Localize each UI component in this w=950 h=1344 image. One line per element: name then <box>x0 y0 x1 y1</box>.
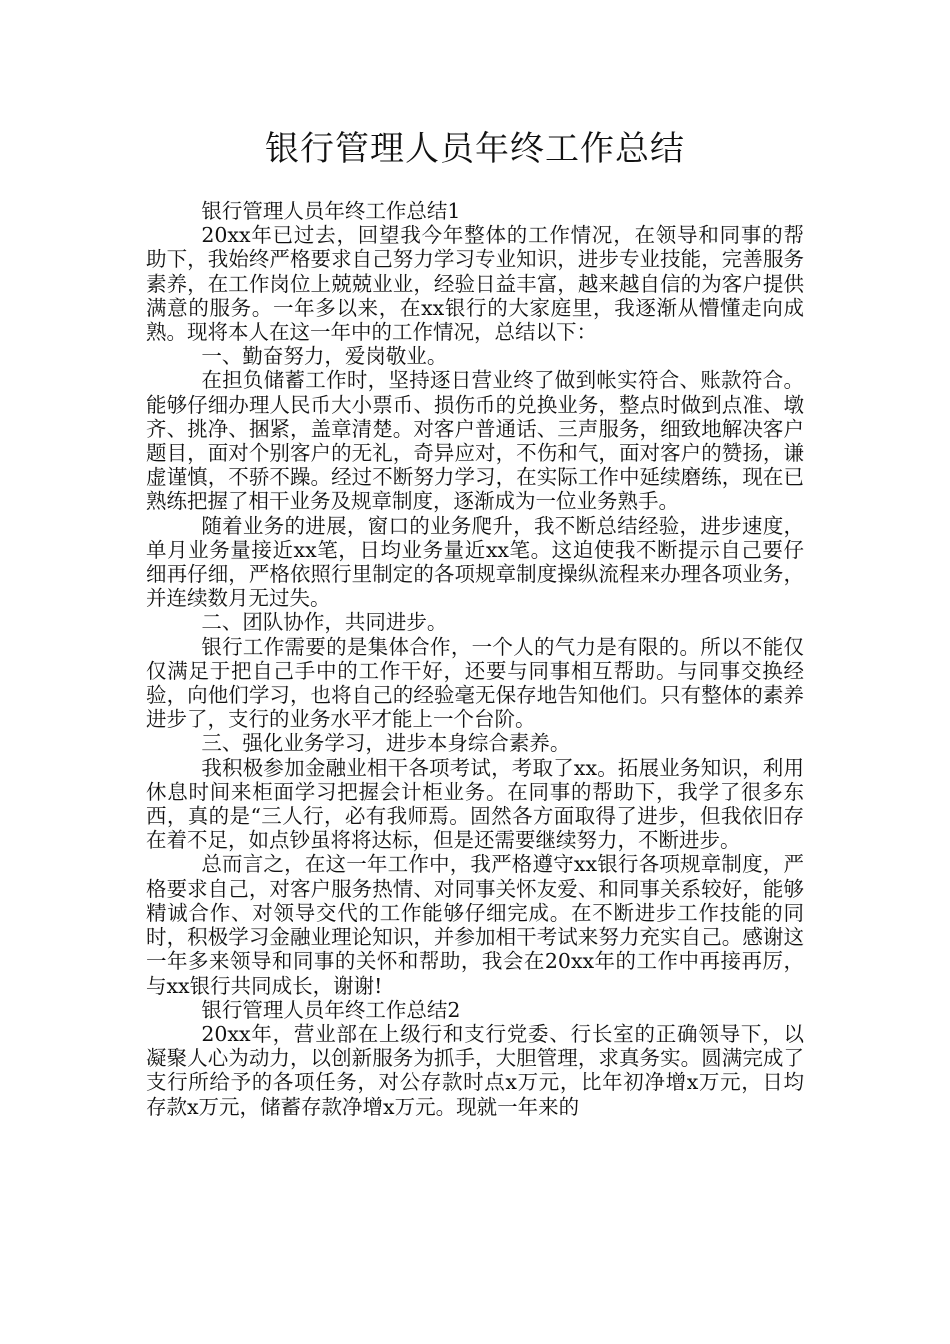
subheading: 一、勤奋努力，爱岗敬业。 <box>201 344 448 369</box>
document-title: 银行管理人员年终工作总结 <box>265 129 685 169</box>
paragraph: 在担负储蓄工作时，坚持逐日营业终了做到帐实符合、账款符合。能够仔细办理人民币大小票币、损伤币的兑换业务，整点时做到点准、墩齐、挑净、捆紧，盖章清楚。对客户普通话、三声服务，细致地解决客户题目，面对个别客户的无礼，奇异应对，不伤和气，面对客户的赞扬，谦虚谨慎，不骄不躁。经过不断努力学习，在实际工作中延续磨练，现在已熟练把握了相干业务及规章制度，逐渐成为一位业务熟手。 <box>146 368 804 514</box>
paragraph: 20xx年已过去，回望我今年整体的工作情况，在领导和同事的帮助下，我始终严格要求自己努力学习专业知识，进步专业技能，完善服务素养，在工作岗位上兢兢业业，经验日益丰富，越来越自信的为客户提供满意的服务。一年多以来，在xx银行的大家庭里，我逐渐从懵懂走向成熟。现将本人在这一年中的工作情况，总结以下： <box>146 223 804 345</box>
section-heading-2: 银行管理人员年终工作总结2 <box>201 997 461 1022</box>
section-heading-1: 银行管理人员年终工作总结1 <box>201 199 461 223</box>
paragraph: 随着业务的进展，窗口的业务爬升，我不断总结经验，进步速度，单月业务量接近xx笔，日均业务量近xx笔。这迫使我不断提示自己要仔细再仔细，严格依照行里制定的各项规章制度操纵流程来办理各项业务，并连续数月无过失。 <box>146 513 804 611</box>
subheading: 三、强化业务学习，进步本身综合素养。 <box>201 731 571 756</box>
paragraph: 我积极参加金融业相干各项考试，考取了xx。拓展业务知识，利用休息时间来柜面学习把握会计柜业务。在同事的帮助下，我学了很多东西，真的是“三人行，必有我师焉。固然各方面取得了进步，但我依旧存在着不足，如点钞虽将将达标，但是还需要继续努力，不断进步。 <box>146 755 804 853</box>
paragraph: 20xx年，营业部在上级行和支行党委、行长室的正确领导下，以凝聚人心为动力，以创新服务为抓手，大胆管理，求真务实。圆满完成了支行所给予的各项任务，对公存款时点x万元，比年初净增x万元，日均存款x万元，储蓄存款净增x万元。现就一年来的 <box>146 1021 804 1119</box>
paragraph: 银行工作需要的是集体合作，一个人的气力是有限的。所以不能仅仅满足于把自己手中的工作干好，还要与同事相互帮助。与同事交换经验，向他们学习，也将自己的经验毫无保存地告知他们。只有整体的素养进步了，支行的业务水平才能上一个台阶。 <box>146 634 804 732</box>
paragraph: 总而言之，在这一年工作中，我严格遵守xx银行各项规章制度，严格要求自己，对客户服务热情、对同事关怀友爱、和同事关系较好，能够精诚合作、对领导交代的工作能够仔细完成。在不断进步工作技能的同时，积极学习金融业理论知识，并参加相干考试来努力充实自己。感谢这一年多来领导和同事的关怀和帮助，我会在20xx年的工作中再接再厉，与xx银行共同成长，谢谢! <box>146 852 804 998</box>
subheading: 二、团队协作，共同进步。 <box>201 610 448 635</box>
document-body <box>146 199 804 1119</box>
